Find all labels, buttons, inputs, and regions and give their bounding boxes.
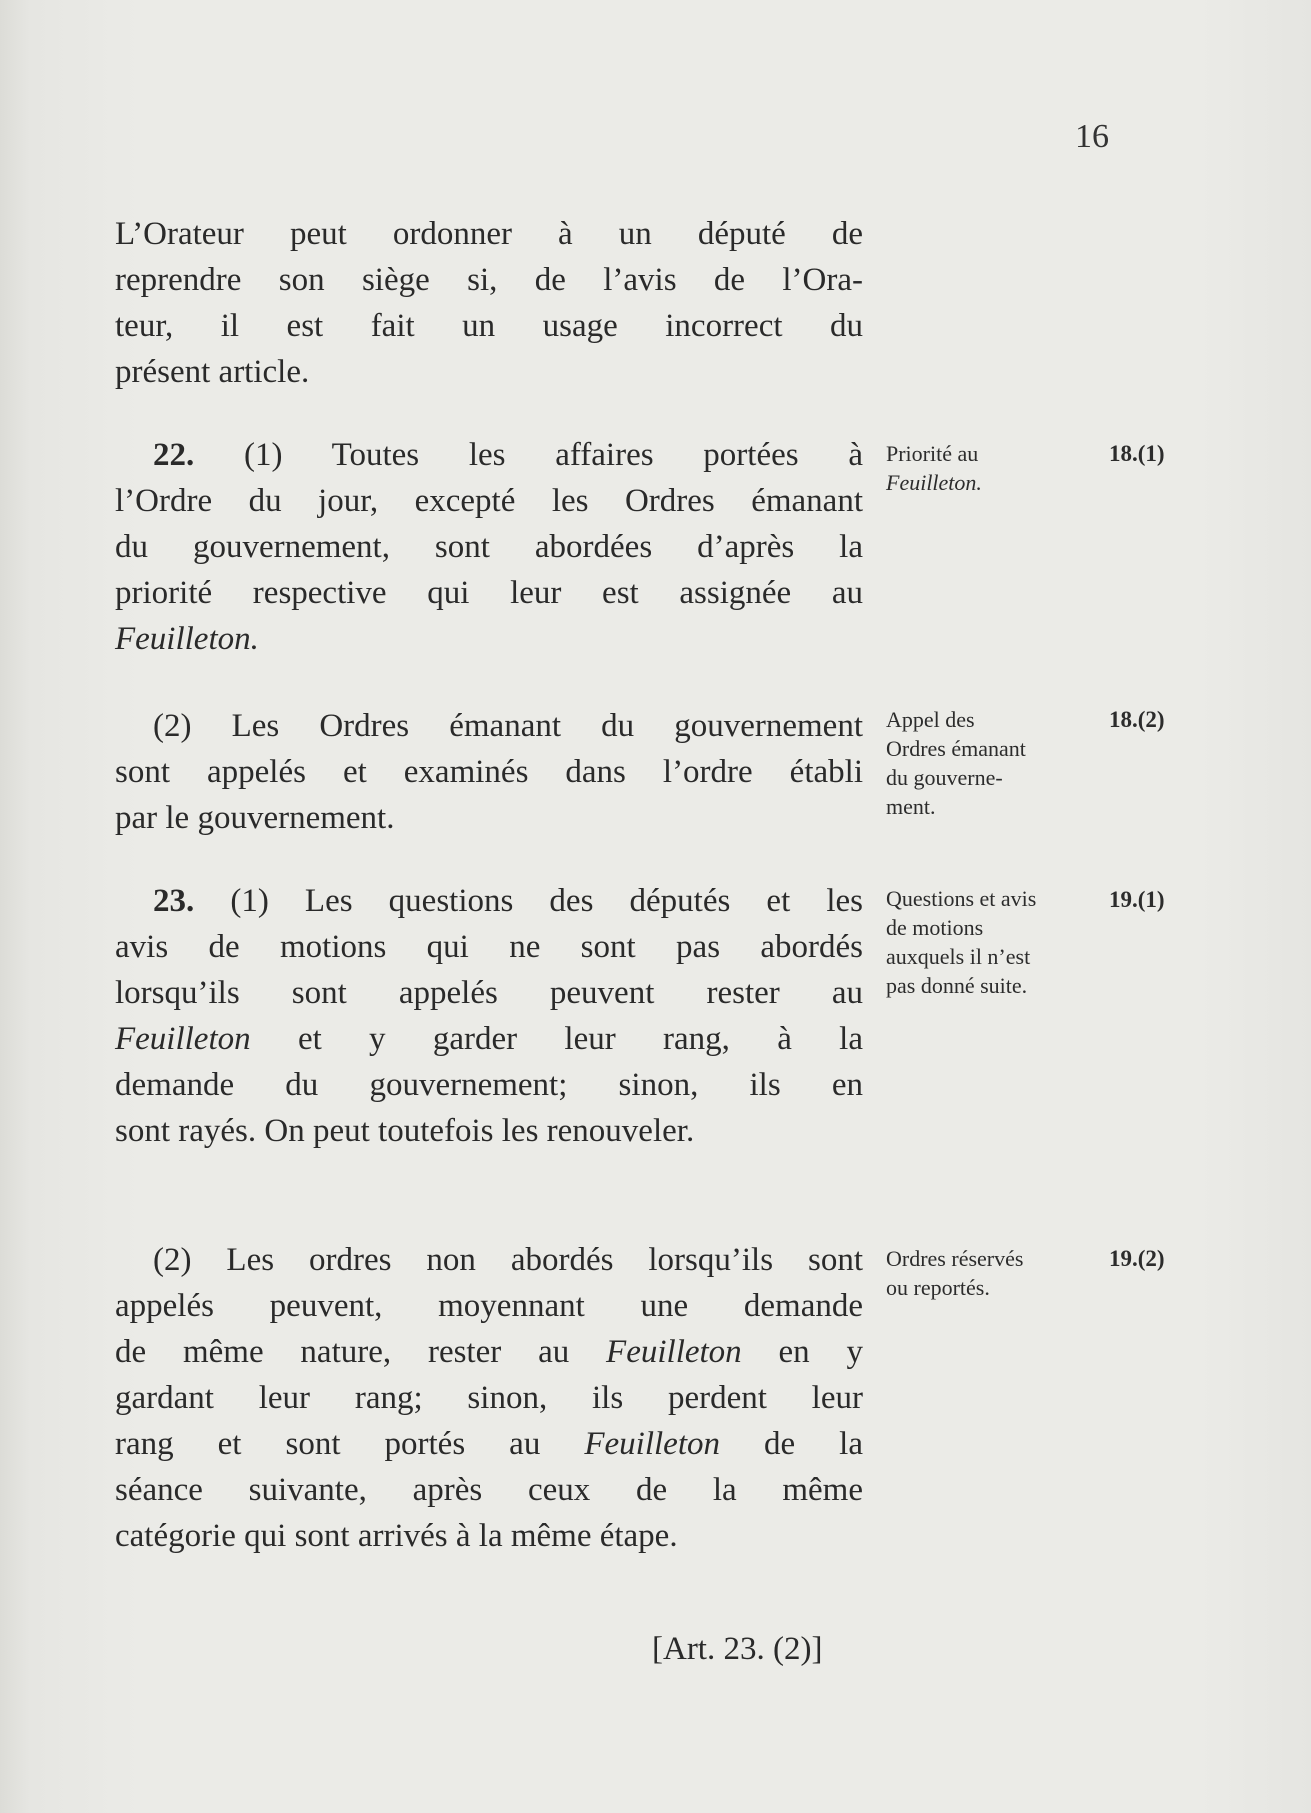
note-line: du gouverne-	[886, 765, 1003, 790]
note-line: Ordres réservés	[886, 1246, 1024, 1271]
text-line: priorité respective qui leur est assignée au	[115, 575, 863, 611]
reference-number: 19.(1)	[1109, 887, 1165, 912]
note-line: Appel des	[886, 707, 975, 732]
note-line: de motions	[886, 915, 984, 940]
text-line: Feuilleton.	[115, 621, 259, 657]
reference-number: 19.(2)	[1109, 1246, 1165, 1271]
text-line: l’Ordre du jour, excepté les Ordres émanant	[115, 483, 863, 519]
text-line: reprendre son siège si, de l’avis de l’Ora-	[115, 262, 863, 298]
text-line: appelés peuvent, moyennant une demande	[115, 1288, 863, 1324]
note-line: auxquels il n’est	[886, 944, 1031, 969]
text-span: Feuilleton	[584, 1426, 720, 1462]
text-line: séance suivante, après ceux de la même	[115, 1472, 863, 1508]
paragraph-article-22-2	[115, 703, 863, 841]
article-footer-reference: [Art. 23. (2)]	[652, 1631, 823, 1667]
text-span: (1) Les questions des députés et les	[194, 883, 863, 919]
text-line: sont appelés et examinés dans l’ordre établi	[115, 754, 863, 790]
paragraph-article-22-1	[115, 432, 863, 662]
text-line: demande du gouvernement; sinon, ils en	[115, 1067, 863, 1103]
text-line: (2) Les Ordres émanant du gouvernement	[153, 708, 863, 744]
margin-note-23-1	[886, 884, 1086, 1000]
note-line: Feuilleton.	[886, 470, 982, 495]
text-span: de même nature, rester au	[115, 1334, 607, 1370]
note-line: Questions et avis	[886, 886, 1037, 911]
paragraph-article-23-2	[115, 1237, 863, 1559]
paragraph-continuation	[115, 211, 863, 395]
margin-note-23-2	[886, 1244, 1086, 1302]
text-line: sont rayés. On peut toutefois les renouveler.	[115, 1113, 695, 1149]
text-line: gardant leur rang; sinon, ils perdent leur	[115, 1380, 863, 1416]
text-span: (1) Toutes les affaires portées à	[194, 437, 863, 473]
note-line: Priorité au	[886, 441, 979, 466]
margin-note-22-1	[886, 439, 1086, 497]
margin-note-22-2	[886, 705, 1086, 821]
text-span: Feuilleton	[115, 1021, 251, 1057]
reference-number: 18.(2)	[1109, 707, 1165, 732]
text-line	[115, 1016, 863, 1062]
text-line	[115, 1329, 863, 1375]
text-line	[115, 1421, 863, 1467]
page-number: 16	[1075, 118, 1109, 155]
text-line: lorsqu’ils sont appelés peuvent rester au	[115, 975, 863, 1011]
text-line: avis de motions qui ne sont pas abordés	[115, 929, 863, 965]
text-line: par le gouvernement.	[115, 800, 395, 836]
text-line: présent article.	[115, 354, 310, 390]
text-span: en y	[741, 1334, 863, 1370]
text-line: (2) Les ordres non abordés lorsqu’ils sont	[153, 1242, 863, 1278]
note-line: ment.	[886, 794, 936, 819]
text-line: teur, il est fait un usage incorrect du	[115, 308, 863, 344]
text-line: L’Orateur peut ordonner à un député de	[115, 216, 863, 252]
text-span: de la	[720, 1426, 863, 1462]
note-line: ou reportés.	[886, 1275, 990, 1300]
article-number: 22.	[153, 437, 195, 473]
note-line: pas donné suite.	[886, 973, 1028, 998]
text-line	[115, 878, 863, 924]
text-span: et y garder leur rang, à la	[250, 1021, 863, 1057]
text-line: du gouvernement, sont abordées d’après la	[115, 529, 863, 565]
paragraph-article-23-1	[115, 878, 863, 1154]
text-span: Feuilleton	[606, 1334, 742, 1370]
text-line	[115, 432, 863, 478]
note-line: Ordres émanant	[886, 736, 1026, 761]
reference-number: 18.(1)	[1109, 441, 1165, 466]
text-line: catégorie qui sont arrivés à la même étape.	[115, 1518, 678, 1554]
article-number: 23.	[153, 883, 195, 919]
text-span: rang et sont portés au	[115, 1426, 585, 1462]
